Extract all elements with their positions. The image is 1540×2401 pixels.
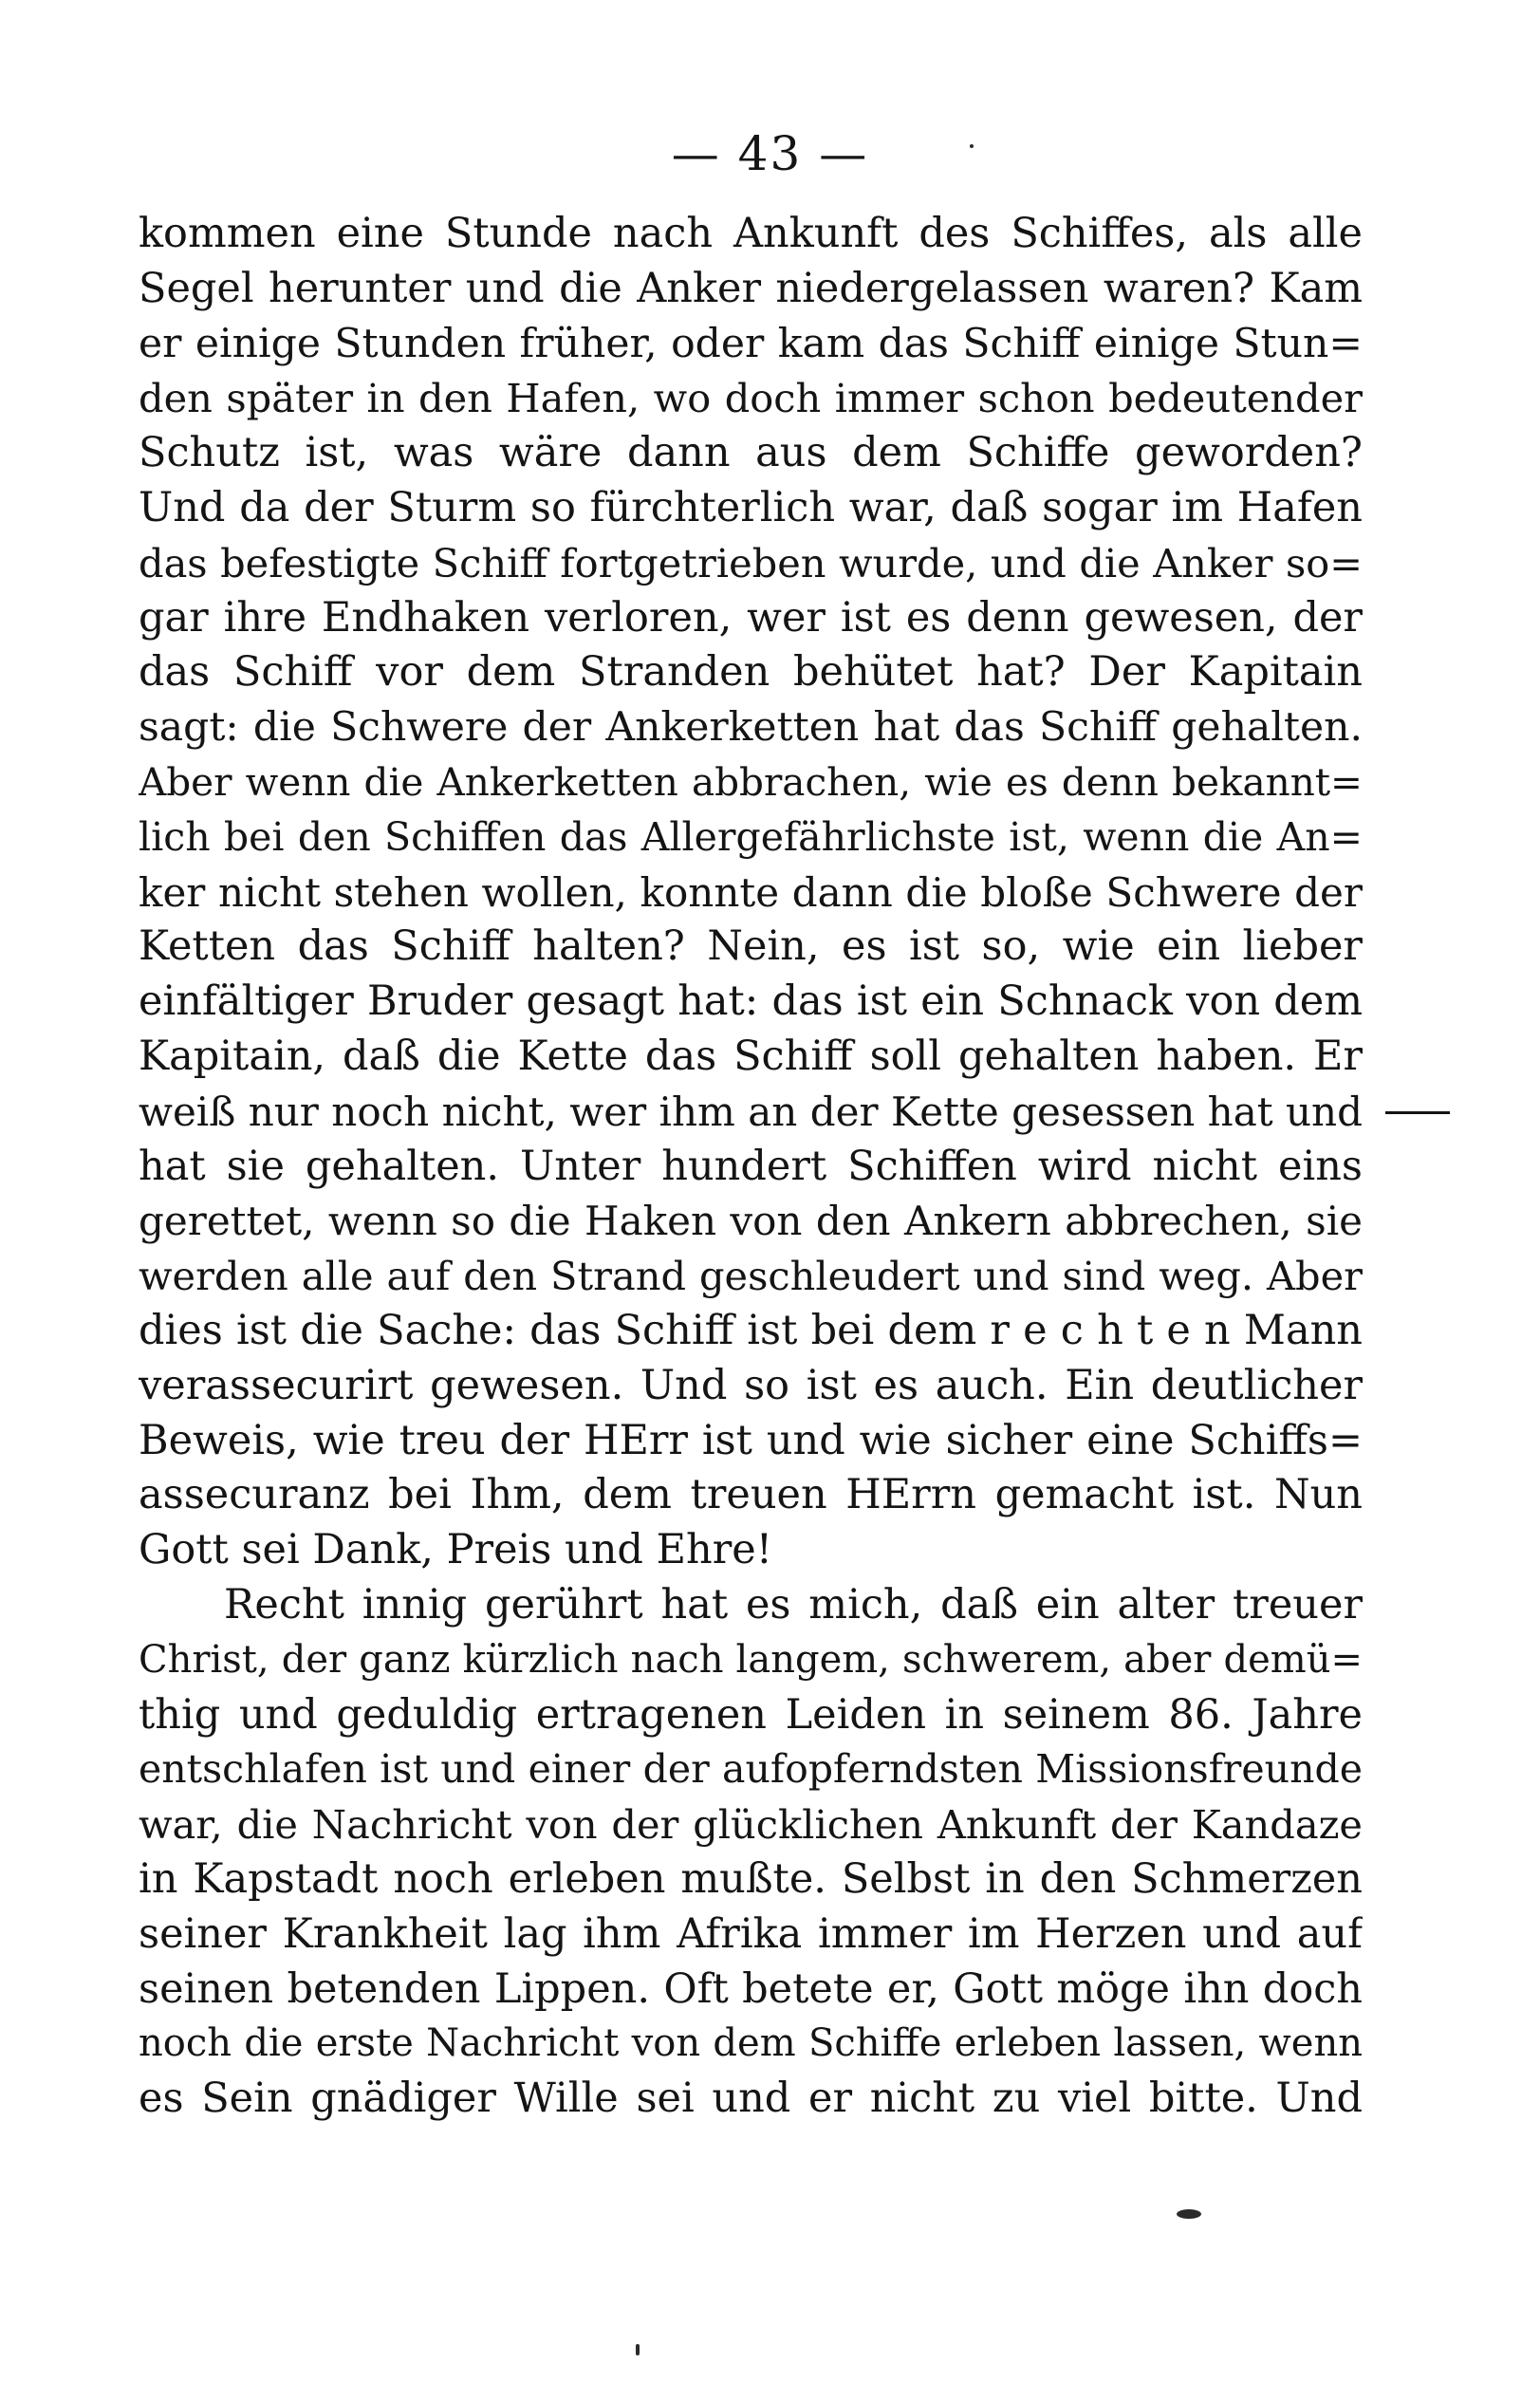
text-line: sagt: die Schwere der Ankerketten hat das Schiff gehalten.	[139, 704, 1363, 752]
text-line: es Sein gnädiger Wille sei und er nicht zu viel bitte. Und	[139, 2075, 1363, 2123]
paragraph-end-line: Gott sei Dank, Preis und Ehre!	[139, 1526, 772, 1574]
text-line: lich bei den Schiffen das Allergefährlichste ist, wenn die An=	[139, 813, 1363, 860]
body-text	[139, 207, 1363, 2127]
text-line: thig und geduldig ertragenen Leiden in seinem 86. Jahre	[139, 1690, 1363, 1739]
text-line: einfältiger Bruder gesagt hat: das ist ein Schnack von dem	[139, 977, 1363, 1026]
text-line: gerettet, wenn so die Haken von den Ankern abbrechen, sie	[139, 1198, 1363, 1245]
text-line: werden alle auf den Strand geschleudert und sind weg. Aber	[139, 1253, 1363, 1300]
ink-speck	[636, 2344, 640, 2355]
text-line: in Kapstadt noch erleben mußte. Selbst in den Schmerzen	[139, 1854, 1363, 1903]
text-line: verassecurirt gewesen. Und so ist es auch. Ein deutlicher	[139, 1361, 1363, 1409]
margin-dash-mark	[1385, 1111, 1450, 1114]
text-line: Schutz ist, was wäre dann aus dem Schiffe geworden?	[139, 429, 1363, 477]
text-line: seiner Krankheit lag ihm Afrika immer im Herzen und auf	[139, 1909, 1363, 1958]
ink-speck	[970, 144, 974, 148]
text-line: den später in den Hafen, wo doch immer schon bedeutender	[139, 375, 1363, 422]
text-line: ker nicht stehen wollen, konnte dann die bloße Schwere der	[139, 868, 1363, 916]
text-line: Ketten das Schiff halten? Nein, es ist so, wie ein lieber	[139, 922, 1363, 971]
text-line: weiß nur noch nicht, wer ihm an der Kette gesessen hat und	[139, 1088, 1363, 1135]
ink-speck	[1177, 2209, 1201, 2219]
text-line: dies ist die Sache: das Schiff ist bei dem r e c h t e n Mann	[139, 1306, 1363, 1354]
text-line: gar ihre Endhaken verloren, wer ist es denn gewesen, der	[139, 593, 1363, 642]
text-line: hat sie gehalten. Unter hundert Schiffen wird nicht eins	[139, 1142, 1363, 1190]
text-line: er einige Stunden früher, oder kam das Schiff einige Stun=	[139, 320, 1363, 367]
text-line: Beweis, wie treu der HErr ist und wie sicher eine Schiffs=	[139, 1416, 1363, 1464]
text-line: Christ, der ganz kürzlich nach langem, schwerem, aber demü=	[139, 1637, 1363, 1682]
text-line: kommen eine Stunde nach Ankunft des Schiffes, als alle	[139, 210, 1363, 257]
text-line: Segel herunter und die Anker niedergelassen waren? Kam	[139, 264, 1363, 312]
text-line: noch die erste Nachricht von dem Schiffe erleben lassen, wenn	[139, 2021, 1363, 2066]
text-line: Und da der Sturm so fürchterlich war, daß sogar im Hafen	[139, 483, 1363, 531]
text-line: seinen betenden Lippen. Oft betete er, Gott möge ihn doch	[139, 1964, 1363, 2013]
text-line: Aber wenn die Ankerketten abbrachen, wie es denn bekannt=	[139, 758, 1363, 805]
text-line: Kapitain, daß die Kette das Schiff soll gehalten haben. Er	[139, 1032, 1363, 1080]
text-line: entschlafen ist und einer der aufopferndsten Missionsfreunde	[139, 1746, 1363, 1793]
page-number: — 43 —	[671, 126, 869, 181]
text-line: das Schiff vor dem Stranden behütet hat? Der Kapitain	[139, 648, 1363, 697]
text-line: das befestigte Schiff fortgetrieben wurde, und die Anker so=	[139, 539, 1363, 586]
text-line: war, die Nachricht von der glücklichen Ankunft der Kandaze	[139, 1801, 1363, 1849]
paragraph-start-line: Recht innig gerührt hat es mich, daß ein alter treuer	[224, 1580, 1363, 1629]
text-line: assecuranz bei Ihm, dem treuen HErrn gemacht ist. Nun	[139, 1471, 1363, 1519]
